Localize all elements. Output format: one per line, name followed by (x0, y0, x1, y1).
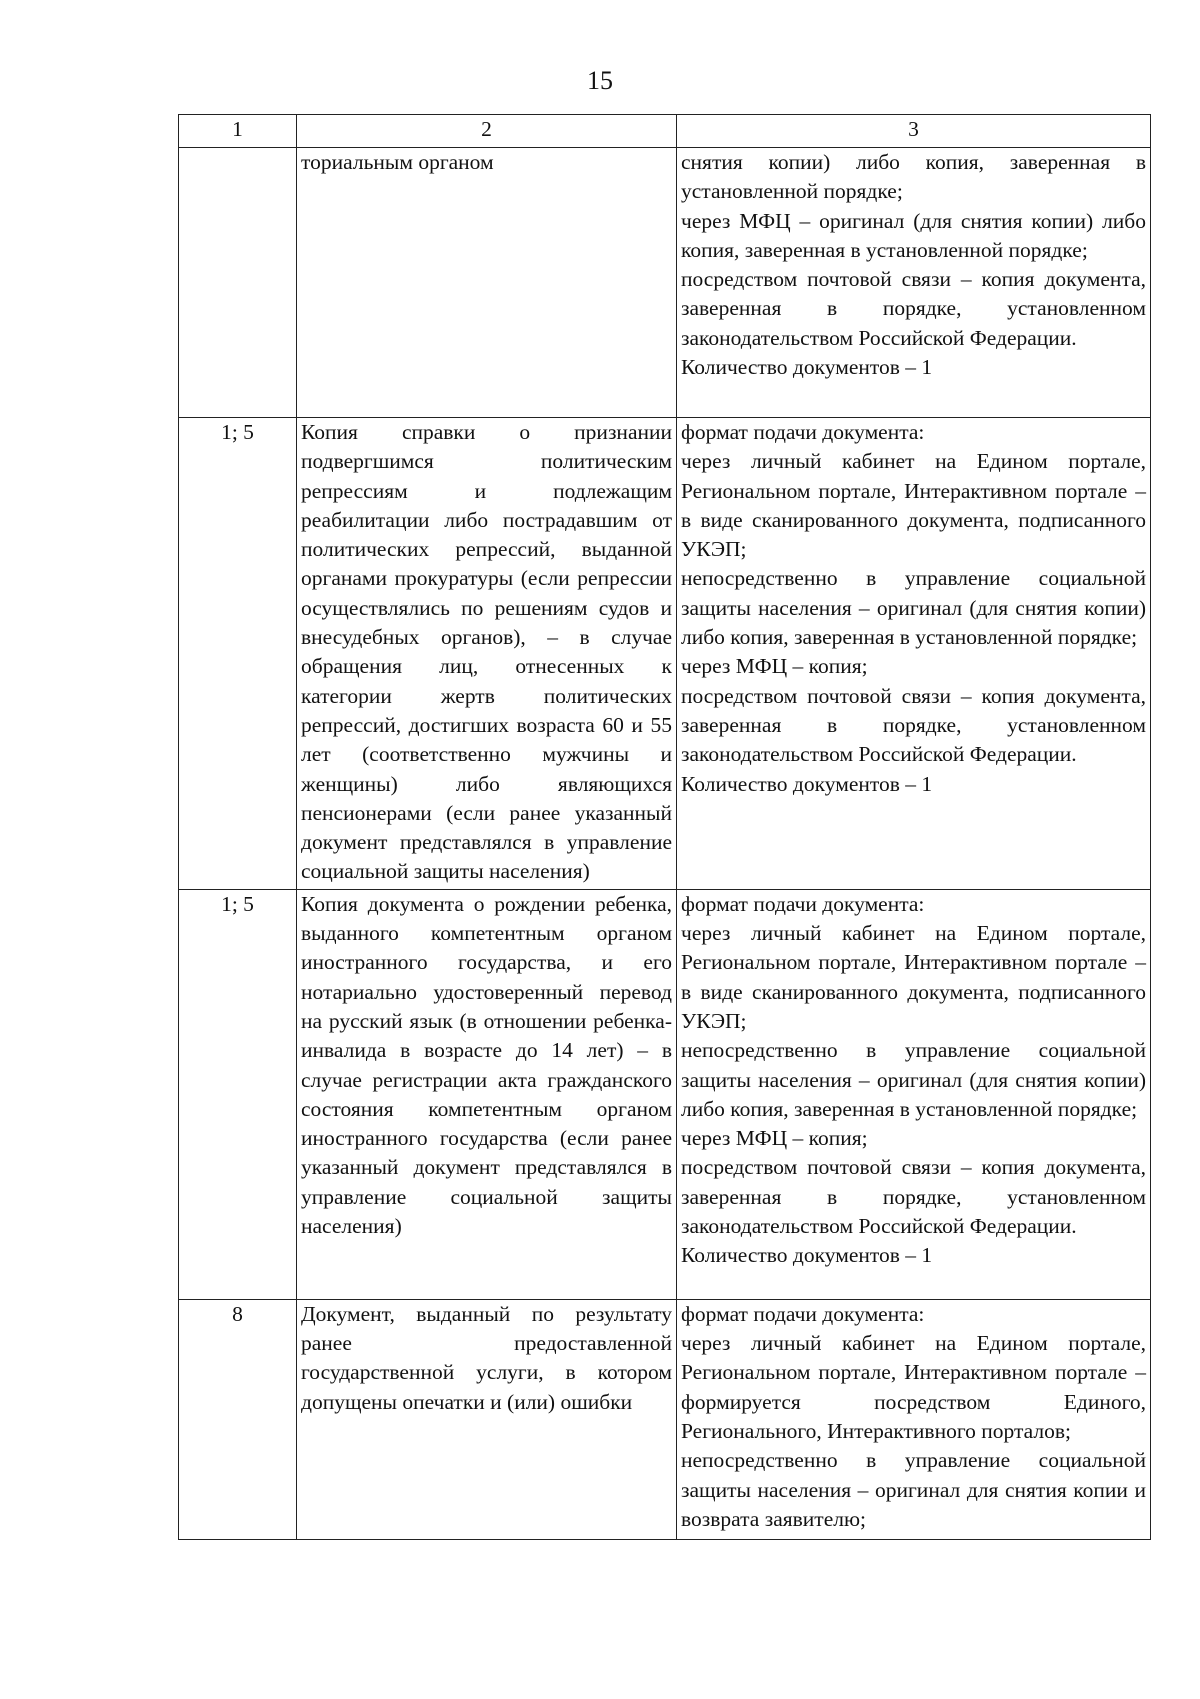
table-header-row (179, 115, 1151, 148)
document-description: ториальным органом (297, 148, 677, 418)
submission-format (677, 1299, 1151, 1539)
format-line: посредством почтовой связи – копия документа, заверенная в порядке, установленном законодательством Российской Федерации. (681, 1155, 1146, 1239)
document-count: Количество документов – 1 (681, 771, 933, 796)
format-line: через МФЦ – копия; (681, 654, 868, 679)
document-count: Количество документов – 1 (681, 355, 933, 380)
format-line: через МФЦ – оригинал (для снятия копии) либо копия, заверенная в установленной порядке; (681, 208, 1146, 262)
format-line: через МФЦ – копия; (681, 1126, 868, 1151)
table-row (179, 148, 1151, 418)
format-line: через личный кабинет на Едином портале, Региональном портале, Интерактивном портале – в виде сканированного документа, подписанного УКЭП; (681, 921, 1146, 1033)
submission-format (677, 148, 1151, 418)
format-title: формат подачи документа: (681, 420, 925, 444)
format-line: через личный кабинет на Едином портале, Региональном портале, Интерактивном портале – формируется посредством Единого, Регионального, Интерактивного порталов; (681, 1331, 1146, 1443)
document-description: Копия справки о признании подвергшимся политическим репрессиям и подлежащим реабилитации либо пострадавшим от политических репрессий, выданной органами прокуратуры (если репрессии осуществлялись по решениям судов и внесудебных органов), – в случае обращения лиц, отнесенных к категории жертв политических репрессий, достигших возраста 60 и 55 лет (соответственно мужчины и женщины) либо являющихся пенсионерами (если ранее указанный документ представлялся в управление социальной защиты населения) (297, 418, 677, 890)
format-title: формат подачи документа: (681, 891, 925, 916)
row-code: 1; 5 (179, 889, 297, 1299)
format-line: через личный кабинет на Едином портале, Региональном портале, Интерактивном портале – в виде сканированного документа, подписанного УКЭП; (681, 449, 1146, 562)
row-code: 8 (179, 1299, 297, 1539)
table-row (179, 1299, 1151, 1539)
table-row (179, 418, 1151, 890)
header-cell-1: 1 (179, 115, 297, 148)
header-cell-3: 3 (677, 115, 1151, 148)
format-line: посредством почтовой связи – копия документа, заверенная в порядке, установленном законодательством Российской Федерации. (681, 267, 1146, 350)
row-code (179, 148, 297, 418)
submission-format (677, 418, 1151, 890)
format-line: непосредственно в управление социальной защиты населения – оригинал (для снятия копии) либо копия, заверенная в установленной порядке; (681, 1038, 1146, 1121)
format-line: снятия копии) либо копия, заверенная в установленной порядке; (681, 150, 1146, 204)
page-number: 15 (587, 66, 613, 95)
document-description: Копия документа о рождении ребенка, выданного компетентным органом иностранного государства, и его нотариально удостоверенный перевод на русский язык (в отношении ребенка-инвалида в возрасте до 14 лет) – в случае регистрации акта гражданского состояния компетентным органом иностранного государства (если ранее указанный документ представлялся в управление социальной защиты населения) (297, 889, 677, 1299)
format-title: формат подачи документа: (681, 1301, 925, 1326)
format-line: непосредственно в управление социальной защиты населения – оригинал (для снятия копии) либо копия, заверенная в установленной порядке; (681, 566, 1146, 650)
header-cell-2: 2 (297, 115, 677, 148)
table-row (179, 889, 1151, 1299)
document-count: Количество документов – 1 (681, 1243, 933, 1268)
format-line: посредством почтовой связи – копия документа, заверенная в порядке, установленном законодательством Российской Федерации. (681, 683, 1146, 767)
document-description: Документ, выданный по результату ранее предоставленной государственной услуги, в котором допущены опечатки и (или) ошибки (297, 1299, 677, 1539)
format-line: непосредственно в управление социальной защиты населения – оригинал для снятия копии и возврата заявителю; (681, 1448, 1146, 1531)
requirements-table (178, 114, 1151, 1540)
row-code: 1; 5 (179, 418, 297, 890)
submission-format (677, 889, 1151, 1299)
